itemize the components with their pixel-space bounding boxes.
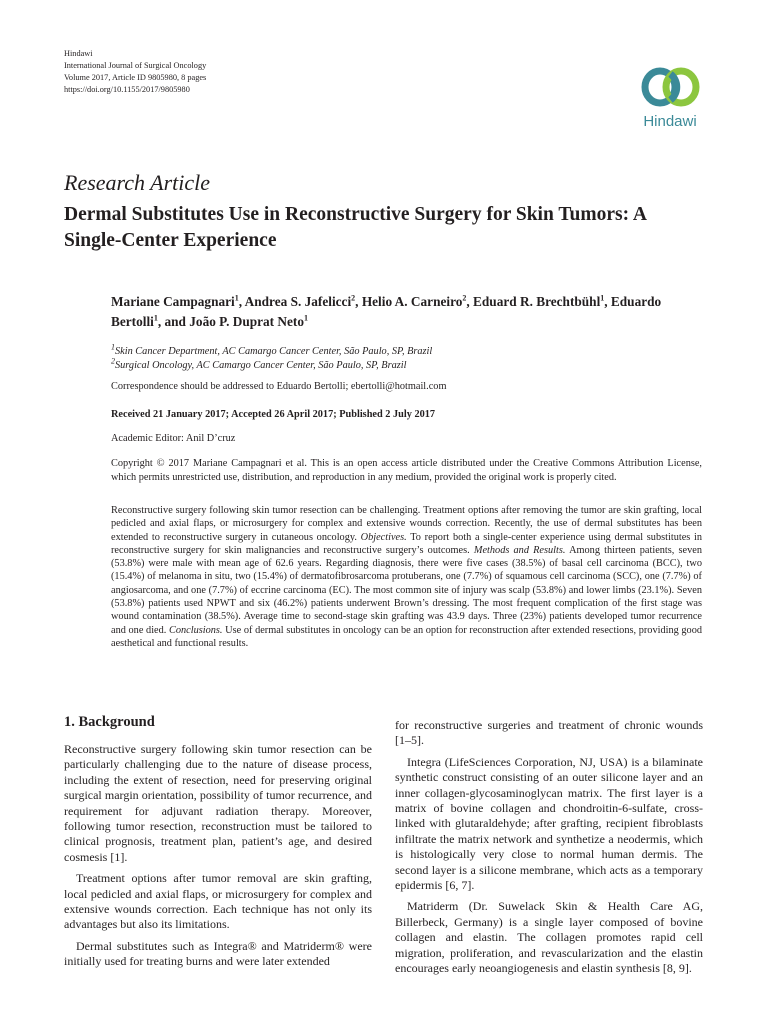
author-name: Mariane Campagnari [111,294,235,309]
body-column-left [64,742,372,970]
paragraph: Matriderm (Dr. Suwelack Skin & Health Care AG, Billerbeck, Germany) is a single layer composed of bovine collagen and elastin. The collagen promotes rapid cell migration, proliferation, and revascularization and the elastin encourages early neoangiogenesis and elastin synthesis [8, 9]. [395,899,703,976]
doi-link[interactable]: https://doi.org/10.1155/2017/9805980 [64,85,190,94]
author-separator: , [238,294,245,309]
abstract: Reconstructive surgery following skin tumor resection can be challenging. Treatment options after removing the tumor are skin grafting, local pedicled and axial flaps, or microsurgery for complex and extensive wounds correction. Recently, the use of dermal substitutes has been extended to reconstructive surgery in cutaneous oncology. Objectives. To report both a single-center experience using dermal substitutes in reconstructive surgery for skin malignancies and reconstructive surgery’s outcomes. Methods and Results. Among thirteen patients, seven (53.8%) were male with mean age of 62.6 years. Regarding diagnosis, there were five cases (38.5%) of basal cell carcinoma (BCC), two (15.4%) of melanoma in situ, two (15.4%) of dermatofibrosarcoma protuberans, one (7.7%) of squamous cell carcinoma (SCC), one (7.7%) of angiosarcoma, and one (7.7%) of eccrine carcinoma (EC). The most common site of injury was scalp (53.8%) and lower limbs (23.1%). Seven (53.8%) patients used NPWT and six (46.2%) patients underwent Brown’s dressing. The most frequent complication of the first stage was wound contamination (38.5%). Average time to second-stage skin grafting was 43.9 days. Three (23%) patients developed tumor recurrence and one died. Conclusions. Use of dermal substitutes in oncology can be an option for reconstruction after extended resections, providing good aesthetical and functional results. [111,505,703,649]
publisher-name: Hindawi [64,49,93,58]
affiliations [111,342,433,373]
journal-name: International Journal of Surgical Oncology [64,61,207,70]
logo-text: Hindawi [643,113,697,130]
article-title: Dermal Substitutes Use in Reconstructive Surgery for Skin Tumors: A Single-Center Experience [64,204,646,251]
paragraph: Dermal substitutes such as Integra® and Matriderm® were initially used for treating burns and were later extended [64,938,372,969]
author-separator: , [604,294,611,309]
body-column-right [395,718,703,977]
paragraph: Integra (LifeSciences Corporation, NJ, USA) is a bilaminate synthetic construct consisting of an outer silicone layer and an inner collagen-glycosaminoglycan matrix. The first layer is a matrix of bovine collagen and chondroitin-6-sulfate, cross-linked with glutaraldehyde; after grafting, recipient fibroblasts infiltrate the matrix network and synthetize a neodermis, which is histologically very close to normal human dermis. The second layer is a silicone membrane, which acts as a temporary epidermis [6, 7]. [395,754,703,893]
author-affiliation-marker: 1 [234,293,239,303]
methods-label: Methods and Results. [473,544,566,556]
paragraph: Treatment options after tumor removal are skin grafting, local pedicled and axial flaps, or microsurgery for complex and extensive wounds correction. Each technique has not only its advantages but also its limitations. [64,871,372,932]
correspondence: Correspondence should be addressed to Eduardo Bertolli; ebertolli@hotmail.com [111,381,447,392]
author-affiliation-marker: 1 [304,313,309,323]
author-name: Eduard R. Brechtbühl [473,294,601,309]
publication-dates: Received 21 January 2017; Accepted 26 April 2017; Published 2 July 2017 [111,409,436,420]
author-name: João P. Duprat Neto [189,314,305,329]
section-heading: 1. Background [64,714,155,730]
objectives-label: Objectives. [360,531,407,543]
paragraph: Reconstructive surgery following skin tumor resection can be particularly challenging due to the nature of disease process, including the extent of resection, need for preserving original surgical margin orientation, possibility of tumor recurrence, and requirement for adjuvant radiation therapy. Moreover, following tumor resection, reconstruction must be tailored to clinical prognosis, treatment plan, patient’s age, and desired cosmesis [1]. [64,742,372,864]
academic-editor: Academic Editor: Anil D’cruz [111,433,236,444]
author-list [111,292,701,332]
author-name: Eduardo Bertolli [111,294,662,329]
author-affiliation-marker: 1 [600,293,605,303]
author-affiliation-marker: 2 [351,293,356,303]
journal-volume: Volume 2017, Article ID 9805980, 8 pages [64,73,207,82]
journal-info [64,48,206,96]
author-affiliation-marker: 2 [462,293,467,303]
author-name: Helio A. Carneiro [361,294,463,309]
author-separator: , [466,294,474,309]
paragraph: for reconstructive surgeries and treatment of chronic wounds [1–5]. [395,718,703,748]
conclusions-label: Conclusions. [169,624,223,636]
author-separator: , [355,294,362,309]
author-separator: , and [157,314,190,329]
copyright-notice: Copyright © 2017 Mariane Campagnari et al. This is an open access article distributed under the Creative Commons Attribution License, which permits unrestricted use, distribution, and reproduction in any medium, provided the original work is properly cited. [111,458,702,483]
affiliation-1: $^1$Skin Cancer Department, AC Camargo Cancer Center, São Paulo, SP, Brazil [111,342,433,357]
author-affiliation-marker: 1 [153,313,158,323]
article-type: Research Article [64,170,211,195]
author-name: Andrea S. Jafelicci [244,294,352,309]
affiliation-2: $^2$Surgical Oncology, AC Camargo Cancer Center, São Paulo, SP, Brazil [111,356,407,371]
